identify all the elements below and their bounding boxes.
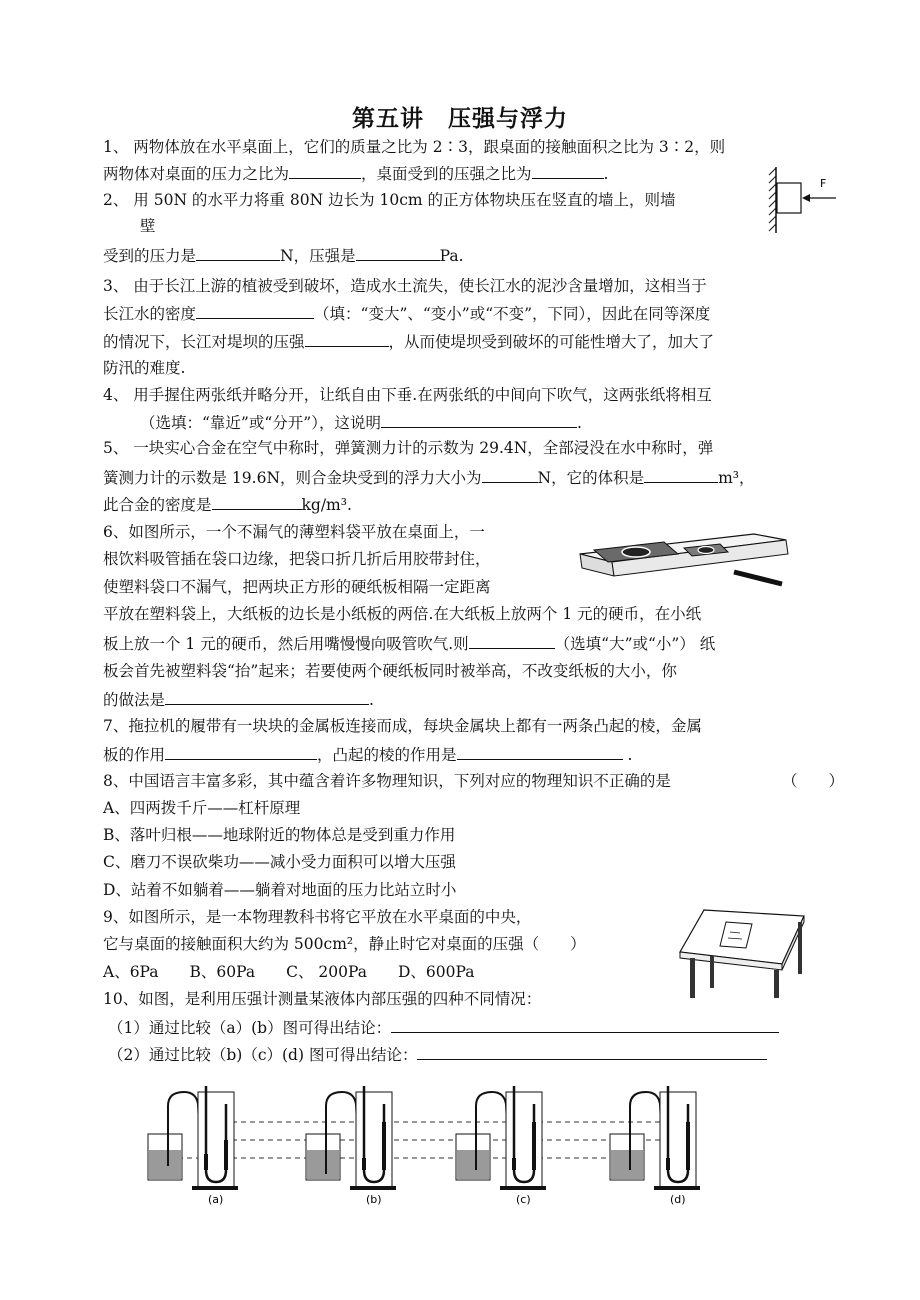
q3-line4: 防汛的难度. bbox=[103, 359, 186, 377]
q3-line2 bbox=[103, 303, 710, 324]
q8-stem: 8、中国语言丰富多彩，其中蕴含着许多物理知识，下列对应的物理知识不正确的是 bbox=[103, 772, 671, 790]
q3-text-4: ，从而使堤坝受到破坏的可能性增大了，加大了 bbox=[388, 333, 715, 351]
q2-blank-force[interactable] bbox=[196, 245, 280, 261]
q2-blank-pressure[interactable] bbox=[356, 245, 440, 261]
q4-line2 bbox=[140, 412, 582, 433]
q8-option-d[interactable]: D、站着不如躺着——躺着对地面的压力比站立时小 bbox=[103, 881, 457, 899]
q7-text: 板的作用 bbox=[103, 746, 166, 764]
q5-line3 bbox=[103, 494, 352, 515]
q8-option-a[interactable]: A、四两拨千斤——杠杆原理 bbox=[103, 799, 301, 817]
q7-text-2: ，凸起的棱的作用是 bbox=[317, 746, 457, 764]
label-d: (d) bbox=[670, 1193, 686, 1206]
q10-sub1-text: （1）通过比较（a）(b）图可得出结论： bbox=[108, 1019, 392, 1037]
q3-text-3: 的情况下，长江对堤坝的压强 bbox=[103, 333, 305, 351]
q6-line6: 板会首先被塑料袋“抬”起来；若要使两个硬纸板同时被举高，不改变纸板的大小，你 bbox=[103, 662, 677, 680]
q10-blank-1[interactable] bbox=[391, 1017, 779, 1033]
q4-period: . bbox=[576, 414, 582, 432]
q5-blank-density[interactable] bbox=[212, 494, 302, 510]
q6-line2: 根饮料吸管插在袋口边缘，把袋口折几折后用胶带封住， bbox=[103, 550, 491, 568]
gauge-a bbox=[148, 1086, 238, 1206]
q5-text-3: 此合金的密度是 bbox=[103, 496, 212, 514]
q3-text: 长江水的密度 bbox=[103, 305, 197, 323]
q7-blank-plate[interactable] bbox=[165, 744, 317, 760]
q7-line2 bbox=[103, 744, 632, 765]
q8-option-b[interactable]: B、落叶归根——地球附近的物体总是受到重力作用 bbox=[103, 826, 456, 844]
q1-blank-pressure-ratio[interactable] bbox=[532, 163, 604, 179]
q2-wall-block-figure bbox=[768, 165, 840, 237]
q1-blank-force-ratio[interactable] bbox=[289, 163, 361, 179]
q7-blank-ridge[interactable] bbox=[457, 744, 623, 760]
q5-text: 簧测力计的示数是 19.6N，则合金块受到的浮力大小为 bbox=[103, 469, 482, 487]
q1-text-2: ，桌面受到的压强之比为 bbox=[361, 165, 532, 183]
label-c: (c) bbox=[516, 1193, 531, 1206]
q7-line1: 7、拖拉机的履带有一块块的金属板连接而成，每块金属块上都有一两条凸起的棱，金属 bbox=[103, 717, 702, 735]
q6-blank-method[interactable] bbox=[165, 689, 369, 705]
q5-line1: 5、 一块实心合金在空气中称时，弹簧测力计的示数为 29.4N，全部浸没在水中称时，弹 bbox=[103, 439, 714, 457]
gauge-b bbox=[306, 1086, 396, 1206]
q3-line1: 3、 由于长江上游的植被受到破坏，造成水土流失，使长江水的泥沙含量增加，这相当于 bbox=[103, 277, 707, 295]
label-a: (a) bbox=[208, 1193, 224, 1206]
q3-line3 bbox=[103, 331, 714, 352]
q10-sub2 bbox=[108, 1044, 767, 1065]
force-label: F bbox=[820, 177, 827, 190]
q9-line1: 9、如图所示，是一本物理教科书将它平放在水平桌面的中央， bbox=[103, 908, 532, 926]
q2-text: 受到的压力是 bbox=[103, 247, 197, 265]
page-title: 第五讲 压强与浮力 bbox=[352, 106, 568, 132]
q2-unit: Pa. bbox=[439, 247, 464, 265]
q5-blank-buoyancy[interactable] bbox=[482, 467, 538, 483]
gauge-d bbox=[610, 1086, 700, 1206]
q6-line1: 6、如图所示，一个不漏气的薄塑料袋平放在桌面上，一 bbox=[103, 523, 485, 541]
q4-text: （选填：“靠近”或“分开”），这说明 bbox=[140, 414, 381, 432]
q6-line3: 使塑料袋口不漏气，把两块正方形的硬纸板相隔一定距离 bbox=[103, 578, 491, 596]
q3-text-2: （填：“变大”、“变小”或“不变”，下同），因此在同等深度 bbox=[314, 305, 711, 323]
q2-line2: 壁 bbox=[140, 217, 156, 235]
q3-blank-density[interactable] bbox=[196, 303, 314, 319]
q9-line2: 它与桌面的接触面积大约为 500cm²，静止时它对桌面的压强（ ） bbox=[103, 935, 586, 953]
q5-line2 bbox=[103, 467, 755, 488]
q1-line2 bbox=[103, 163, 608, 184]
q2-line3 bbox=[103, 245, 464, 266]
q6-text: 板上放一个 1 元的硬币，然后用嘴慢慢向吸管吹气.则 bbox=[103, 635, 469, 653]
q6-plastic-bag-figure bbox=[574, 526, 792, 590]
q6-text-3: 的做法是 bbox=[103, 691, 166, 709]
gauge-c bbox=[456, 1086, 546, 1206]
q6-line4: 平放在塑料袋上，大纸板的边长是小纸板的两倍.在大纸板上放两个 1 元的硬币，在小纸 bbox=[103, 605, 702, 623]
q5-blank-volume[interactable] bbox=[644, 467, 718, 483]
q6-line7 bbox=[103, 689, 374, 710]
q8-answer-paren[interactable]: （ ） bbox=[782, 772, 845, 790]
q10-sub2-text: （2）通过比较（b)（c）(d) 图可得出结论： bbox=[108, 1046, 418, 1064]
q1-line1: 1、 两物体放在水平桌面上，它们的质量之比为 2∶3，跟桌面的接触面积之比为 3∶2，则 bbox=[103, 138, 726, 156]
q5-unit-2: kg/m³. bbox=[301, 496, 352, 514]
q7-period: . bbox=[622, 746, 633, 764]
q5-unit: m³， bbox=[718, 469, 755, 487]
q4-blank[interactable] bbox=[381, 412, 577, 428]
q10-line1: 10、如图，是利用压强计测量某液体内部压强的四种不同情况： bbox=[103, 990, 542, 1008]
q6-blank-size[interactable] bbox=[469, 633, 555, 649]
q6-period: . bbox=[369, 691, 374, 709]
q1-text: 两物体对桌面的压力之比为 bbox=[103, 165, 290, 183]
q8-option-c[interactable]: C、磨刀不误砍柴功——减小受力面积可以增大压强 bbox=[103, 853, 456, 871]
label-b: (b) bbox=[366, 1193, 382, 1206]
q1-period: . bbox=[603, 165, 609, 183]
q6-line5 bbox=[103, 633, 715, 654]
q9-options[interactable]: A、6Pa B、60Pa C、 200Pa D、600Pa bbox=[103, 963, 475, 981]
q6-text-2: （选填“大”或“小”） 纸 bbox=[554, 635, 716, 653]
q2-text-2: N，压强是 bbox=[280, 247, 356, 265]
q10-sub1 bbox=[108, 1017, 779, 1038]
q3-blank-pressure[interactable] bbox=[305, 331, 389, 347]
q9-table-book-figure bbox=[674, 902, 814, 1000]
q4-line1: 4、 用手握住两张纸并略分开，让纸自由下垂.在两张纸的中间向下吹气，这两张纸将相互 bbox=[103, 386, 712, 404]
q5-text-2: N，它的体积是 bbox=[537, 469, 645, 487]
q10-blank-2[interactable] bbox=[417, 1044, 767, 1060]
q2-line1: 2、 用 50N 的水平力将重 80N 边长为 10cm 的正方体物块压在竖直的墙上，则墙 bbox=[103, 191, 676, 209]
q10-pressure-gauge-figure bbox=[140, 1082, 750, 1206]
